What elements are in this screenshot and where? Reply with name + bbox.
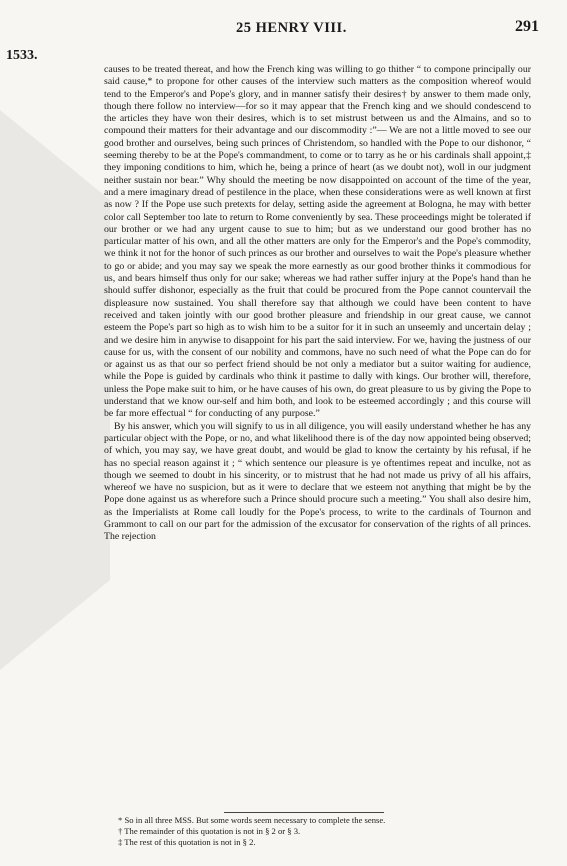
running-head <box>0 16 567 38</box>
footnote: ‡ The rest of this quotation is not in § 2. <box>118 837 256 848</box>
footnote-rule <box>224 812 384 813</box>
footnotes <box>118 815 530 849</box>
body-text <box>104 64 531 544</box>
footnote: † The remainder of this quotation is not in § 2 or § 3. <box>118 826 301 837</box>
paragraph: By his answer, which you will signify to us in all diligence, you will easily understand whether he has any particular object with the Pope, or no, and what likelihood there is of the day now appointed being observed; of which, you may say, we have great doubt, and would be glad to know the certainty by his refusal, if he has no special reason against it ; “ which sentence our pleasure is ye oftentimes repeat and inculke, not as though we seemed to doubt in his sincerity, or to mistrust that he had not made us privy of all his affairs, whereof we have no suspicion, but as it were to declare that we esteem not anything that might be by the Pope done against us as wherefore such a Prince should procure such a meeting.” You shall also desire him, as the Imperialists at Rome call loudly for the Pope's process, to write to the cardinals of Tournon and Grammont to call on our part for the admission of the excusator for conservation of the rights of all princes. The rejection <box>104 420 531 543</box>
running-head-title: 25 HENRY VIII. <box>236 20 347 36</box>
page-number: 291 <box>515 18 539 35</box>
margin-year: 1533. <box>6 48 38 63</box>
paragraph: causes to be treated thereat, and how the French king was willing to go thither “ to compone principally our said cause,* to propone for other causes of the interview such matters as the composition whereof would tend to the Emperor's and Pope's glory, and in manner satisfy their desires† by answer to them made only, though there follow no interview—for so it may appear that the French king and we should condescend to the articles they have won their desires, which is to set mistrust between us and the Almains, and so to compound their matters for their advantage and our discommodity :”— We are not a little moved to see our good brother and ourselves, being such princes of Christendom, so handled with the Pope to our dishonor, “ seeming thereby to be at the Pope's commandment, to come or to tarry as he or his cardinals shall appoint,‡ they imponing conditions to him, which he, being a prince of heart (as we doubt not), woll in our judgment neither sustain nor bear.” Why should the meeting be now disappointed on account of the time of the year, and a mere imaginary dread of pestilence in the place, when these considerations were as well known at first as now ? If the Pope use such pretexts for delay, setting aside the agreement at Bologna, he may with better color call September too late to return to Rome conveniently by sea. These proceedings might be tolerated if our brother or we had any urgent cause to sue to him; but as we understand our good brother has no particular matter of his own, and all the other matters are only for the Emperor's and the Pope's commodity, we think it not for the honor of such princes as our brother and ourselves to wait the Pope's pleasure whether to go or abide; and you may say we speak the more earnestly as our good brother thinks it commodious for us, and bears himself thus only for our sake; whereas we had rather suffer injury at the Pope's hand than he should suffer dishonor, especially as the fruit that could be procured from the Pope cannot countervail the displeasure now sustained. You shall therefore say that although we could have been content to have received and taken jointly with our good brother pleasure and friendship in our great cause, we cannot esteem the Pope's part so high as to wish him to be a suitor for it in such an unseemly and uncertain delay ; and we desire him in anywise to disappoint for his part the said interview. For we, having the justness of our cause for us, with the consent of our nobility and commons, have no such need of what the Pope can do for or against us as that our so perfect friend should be not only a mediator but a suitor waiting for audience, while the Pope is guided by cardinals who think it pastime to dally with kings. Our brother will, therefore, unless the Pope make suit to him, or he have causes of his own, do great pleasure to us by giving the Pope to understand that we know our-self and him both, and look to be esteemed accordingly ; and this course will be far more effectual “ for conducting of any purpose.” <box>104 64 531 420</box>
footnote: * So in all three MSS. But some words seem necessary to complete the sense. <box>118 815 386 825</box>
library-stamp-watermark <box>0 110 110 670</box>
